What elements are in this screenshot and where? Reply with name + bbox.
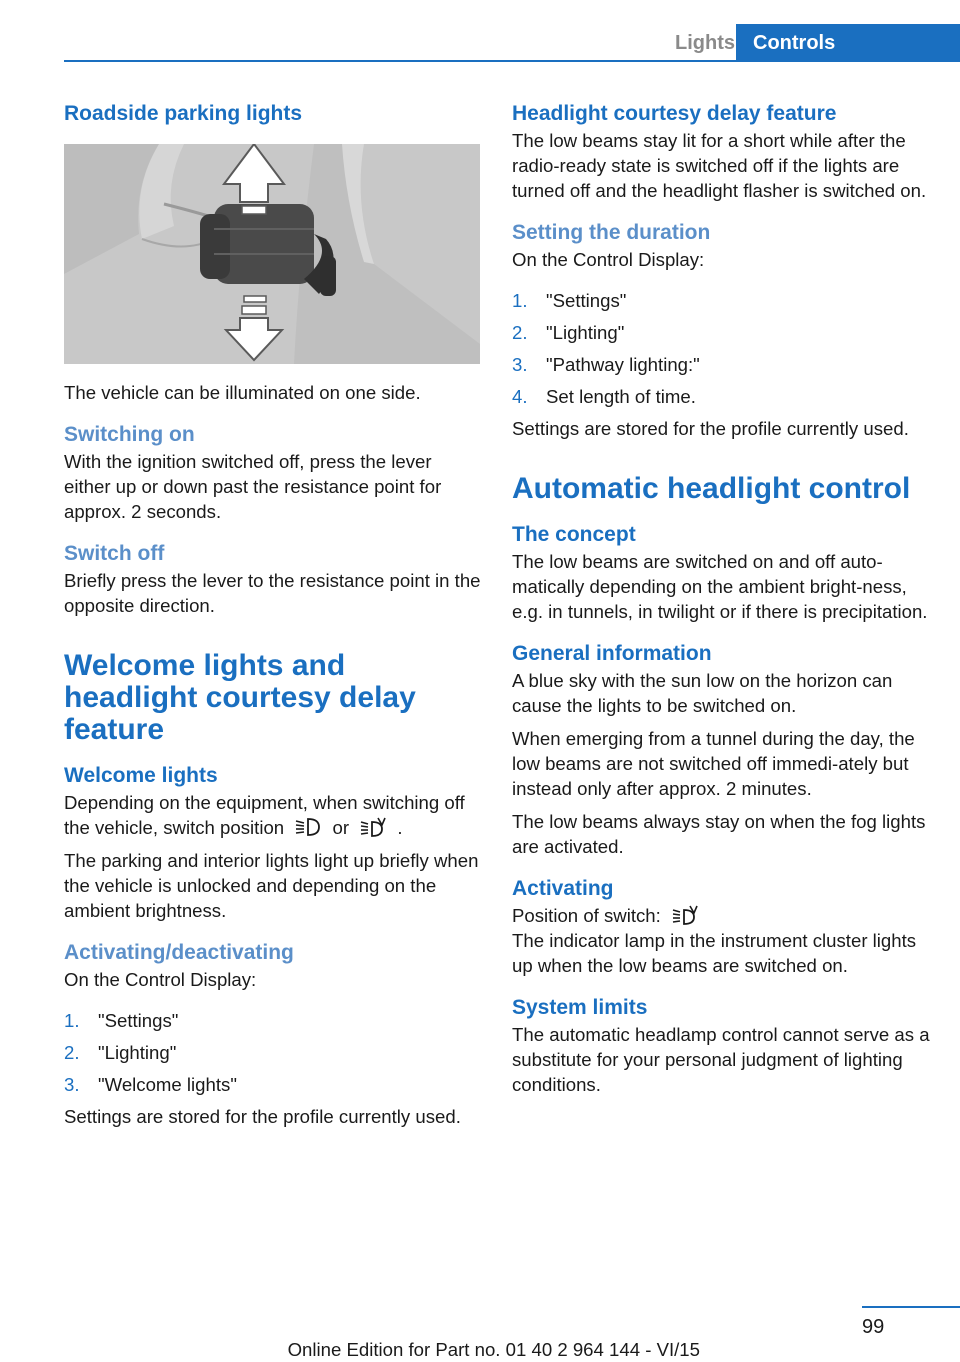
figure-caption: The vehicle can be illuminated on one side.	[64, 382, 421, 403]
list-item	[64, 1072, 482, 1097]
list-item	[512, 384, 932, 409]
activating-intro: On the Control Display:	[64, 969, 257, 990]
activating-title: Activating	[512, 877, 614, 900]
switching-on-title: Switching on	[64, 423, 195, 446]
step-text: "Welcome lights"	[98, 1074, 237, 1095]
duration-intro: On the Control Display:	[512, 249, 705, 270]
step-text: "Pathway lighting:"	[546, 354, 700, 375]
footer-rule	[862, 1306, 960, 1308]
welcome-lights-or: or	[332, 817, 350, 838]
welcome-lights-text-a	[64, 790, 482, 840]
list-item	[64, 1040, 482, 1065]
welcome-steps-list	[64, 1008, 482, 1097]
system-limits-title: System limits	[512, 996, 648, 1019]
switching-on-text: With the ignition switched off, press the lever either up or down past the resistance point for approx. 2 seconds.	[64, 451, 442, 522]
activating-deactivating-title: Activating/deactivating	[64, 941, 294, 964]
edition-text: Online Edition for Part no. 01 40 2 964 144 - VI/15	[287, 1339, 700, 1360]
roadside-parking-title: Roadside parking lights	[64, 102, 303, 125]
auto-headlight-icon	[672, 905, 698, 925]
activating-position	[512, 903, 932, 928]
list-item	[512, 320, 932, 345]
step-text: "Settings"	[98, 1010, 179, 1031]
welcome-lights-end: .	[397, 817, 403, 838]
welcome-lights-title: Welcome lights	[64, 764, 218, 787]
page-number: 99	[862, 1316, 885, 1338]
auto-headlight-section-title: Automatic headlight control	[512, 472, 911, 505]
list-item	[512, 352, 932, 377]
system-limits-text: The automatic headlamp control cannot serve as a substitute for your personal judgment of lighting conditions.	[512, 1024, 930, 1095]
general-info-text-1: A blue sky with the sun low on the horizon can cause the lights to be switched on.	[512, 670, 893, 716]
activating-text: The indicator lamp in the instrument cluster lights up when the low beams are switched on.	[512, 930, 917, 976]
lever-illustration	[64, 144, 480, 364]
step-text: "Lighting"	[546, 322, 625, 343]
courtesy-delay-text: The low beams stay lit for a short while after the radio-ready state is switched off if the lights are turned off and the headlight flasher is switched on.	[512, 130, 927, 201]
step-number: 2.	[512, 322, 528, 343]
list-item	[64, 1008, 482, 1033]
step-number: 4.	[512, 386, 528, 407]
step-number: 1.	[512, 290, 528, 311]
page-header	[64, 24, 960, 62]
lever-illustration-svg	[64, 144, 480, 364]
step-number: 3.	[64, 1074, 80, 1095]
welcome-lights-text-a-body: Depending on the equipment, when switching off the vehicle, switch position	[64, 792, 465, 838]
list-item	[512, 288, 932, 313]
duration-settings-note: Settings are stored for the profile currently used.	[512, 418, 909, 439]
right-column	[512, 100, 932, 1097]
concept-text: The low beams are switched on and off auto-matically depending on the ambient bright-ness, e.g. in tunnels, in twilight or if there is precipitation.	[512, 551, 928, 622]
left-column	[64, 100, 482, 1129]
general-info-text-3: The low beams always stay on when the fog lights are activated.	[512, 811, 926, 857]
general-info-title: General information	[512, 642, 712, 665]
step-number: 3.	[512, 354, 528, 375]
low-beam-icon	[295, 817, 321, 837]
activating-position-label: Position of switch:	[512, 905, 661, 926]
setting-duration-title: Setting the duration	[512, 221, 711, 244]
step-text: "Settings"	[546, 290, 627, 311]
header-chapter-tab: Controls	[736, 24, 960, 62]
header-section-label: Lights	[675, 32, 735, 54]
header-rule	[64, 60, 960, 62]
auto-headlight-icon	[360, 817, 386, 837]
welcome-settings-note: Settings are stored for the profile currently used.	[64, 1106, 461, 1127]
step-number: 2.	[64, 1042, 80, 1063]
welcome-lights-text-b: The parking and interior lights light up briefly when the vehicle is unlocked and depending on the ambient brightness.	[64, 850, 479, 921]
step-number: 1.	[64, 1010, 80, 1031]
switch-off-text: Briefly press the lever to the resistance point in the opposite direction.	[64, 570, 481, 616]
courtesy-delay-title: Headlight courtesy delay feature	[512, 102, 837, 125]
step-text: "Lighting"	[98, 1042, 177, 1063]
switch-off-title: Switch off	[64, 542, 165, 565]
step-text: Set length of time.	[546, 386, 696, 407]
duration-steps-list	[512, 288, 932, 409]
concept-title: The concept	[512, 523, 636, 546]
welcome-section-title: Welcome lights and headlight courtesy delay feature	[64, 649, 416, 746]
general-info-text-2: When emerging from a tunnel during the day, the low beams are not switched off immedi-ately but instead only after approx. 2 minutes.	[512, 728, 915, 799]
